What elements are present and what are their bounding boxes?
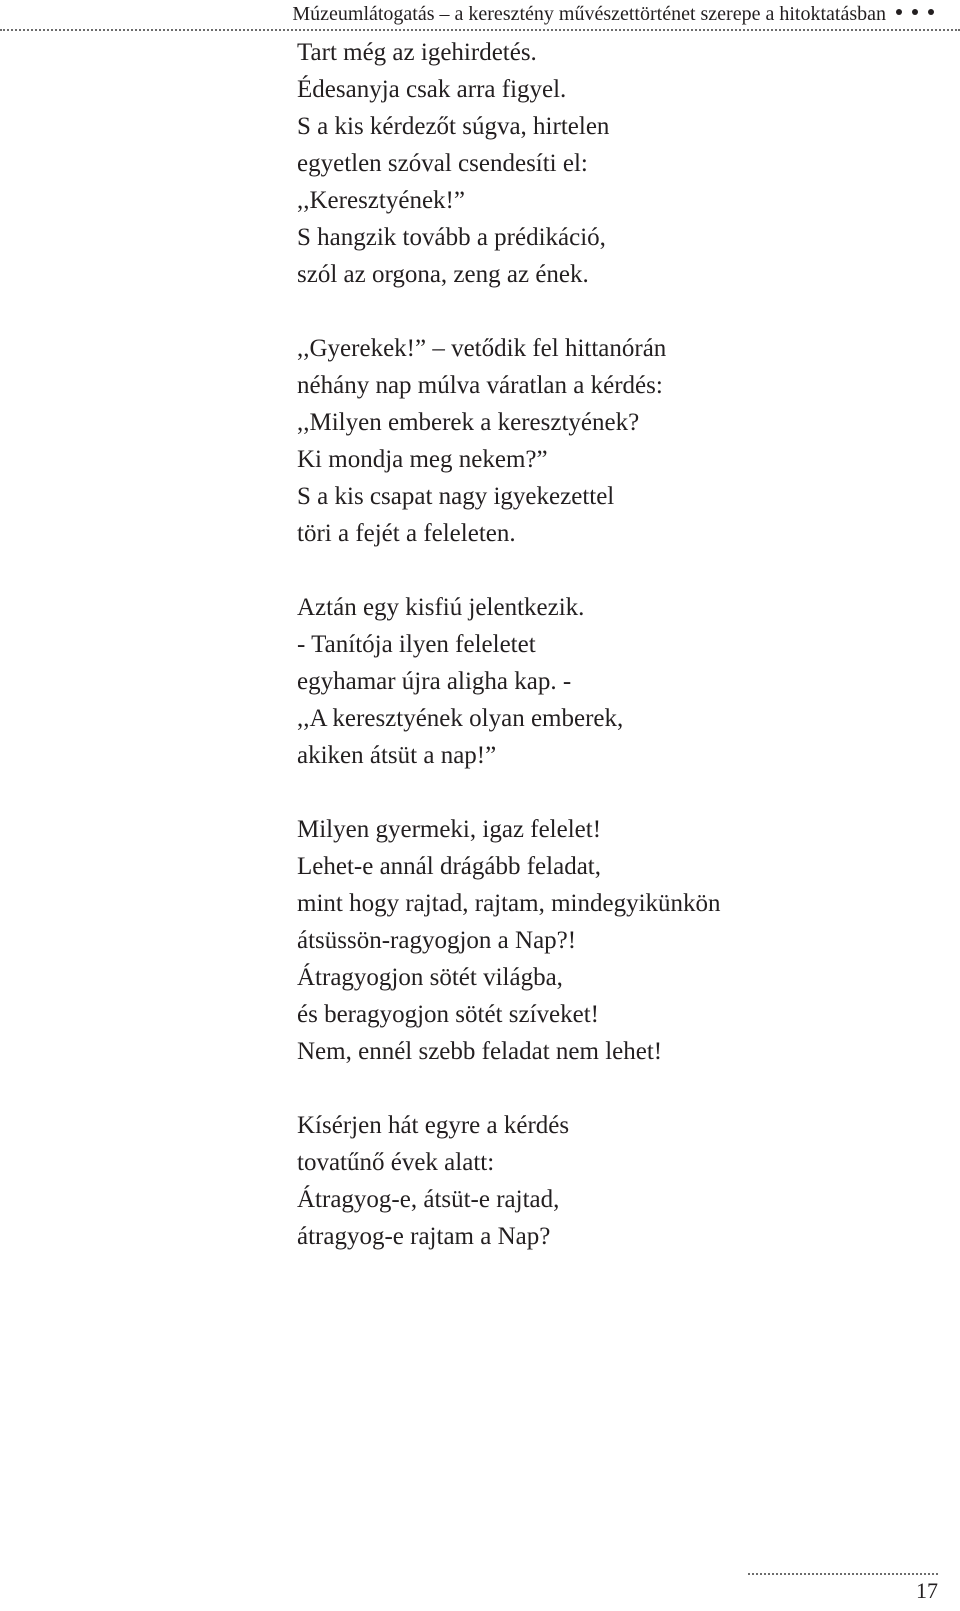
header-dotted-rule	[0, 29, 960, 31]
poem-line: Nem, ennél szebb feladat nem lehet!	[297, 1038, 663, 1065]
stanza-3	[297, 589, 897, 774]
poem-line: Édesanyja csak arra figyel.	[297, 76, 567, 103]
poem-line: ,,Gyerekek!” – vetődik fel hittanórán	[297, 335, 667, 362]
poem-line: átragyog-e rajtam a Nap?	[297, 1223, 551, 1250]
page-number: 17	[916, 1578, 938, 1603]
running-header	[0, 0, 960, 30]
poem-line: ,,Milyen emberek a keresztyének?	[297, 409, 640, 436]
poem-line: Lehet-e annál drágább feladat,	[297, 853, 601, 880]
poem-line: egyhamar újra aligha kap. -	[297, 668, 572, 695]
poem-line: S a kis kérdezőt súgva, hirtelen	[297, 113, 610, 140]
footer-dotted-rule	[748, 1573, 938, 1575]
bullet-dots-icon	[894, 9, 940, 17]
stanza-2	[297, 330, 897, 552]
poem-line: mint hogy rajtad, rajtam, mindegyikünkön	[297, 890, 721, 917]
poem-line: Ki mondja meg nekem?”	[297, 446, 548, 473]
poem-line: és beragyogjon sötét szíveket!	[297, 1001, 599, 1028]
stanza-4	[297, 811, 897, 1070]
poem-line: Átragyogjon sötét világba,	[297, 964, 563, 991]
poem-line: S hangzik tovább a prédikáció,	[297, 224, 606, 251]
poem-line: S a kis csapat nagy igyekezettel	[297, 483, 615, 510]
poem-line: Átragyog-e, átsüt-e rajtad,	[297, 1186, 560, 1213]
running-header-title: Múzeumlátogatás – a keresztény művészettörténet szerepe a hitoktatásban	[292, 3, 886, 25]
stanza-5	[297, 1107, 897, 1255]
poem-line: szól az orgona, zeng az ének.	[297, 261, 589, 288]
poem-line: töri a fejét a feleleten.	[297, 520, 516, 547]
poem-line: Milyen gyermeki, igaz felelet!	[297, 816, 602, 843]
poem-line: átsüssön-ragyogjon a Nap?!	[297, 927, 577, 954]
poem-body	[297, 34, 897, 1292]
poem-line: Tart még az igehirdetés.	[297, 39, 537, 66]
poem-line: ,,A keresztyének olyan emberek,	[297, 705, 624, 732]
poem-line: tovatűnő évek alatt:	[297, 1149, 495, 1176]
stanza-1	[297, 34, 897, 293]
poem-line: néhány nap múlva váratlan a kérdés:	[297, 372, 663, 399]
poem-line: Kísérjen hát egyre a kérdés	[297, 1112, 570, 1139]
poem-line: - Tanítója ilyen feleletet	[297, 631, 536, 658]
poem-line: Aztán egy kisfiú jelentkezik.	[297, 594, 585, 621]
poem-line: ,,Keresztyének!”	[297, 187, 465, 214]
poem-line: egyetlen szóval csendesíti el:	[297, 150, 588, 177]
poem-line: akiken átsüt a nap!”	[297, 742, 497, 769]
